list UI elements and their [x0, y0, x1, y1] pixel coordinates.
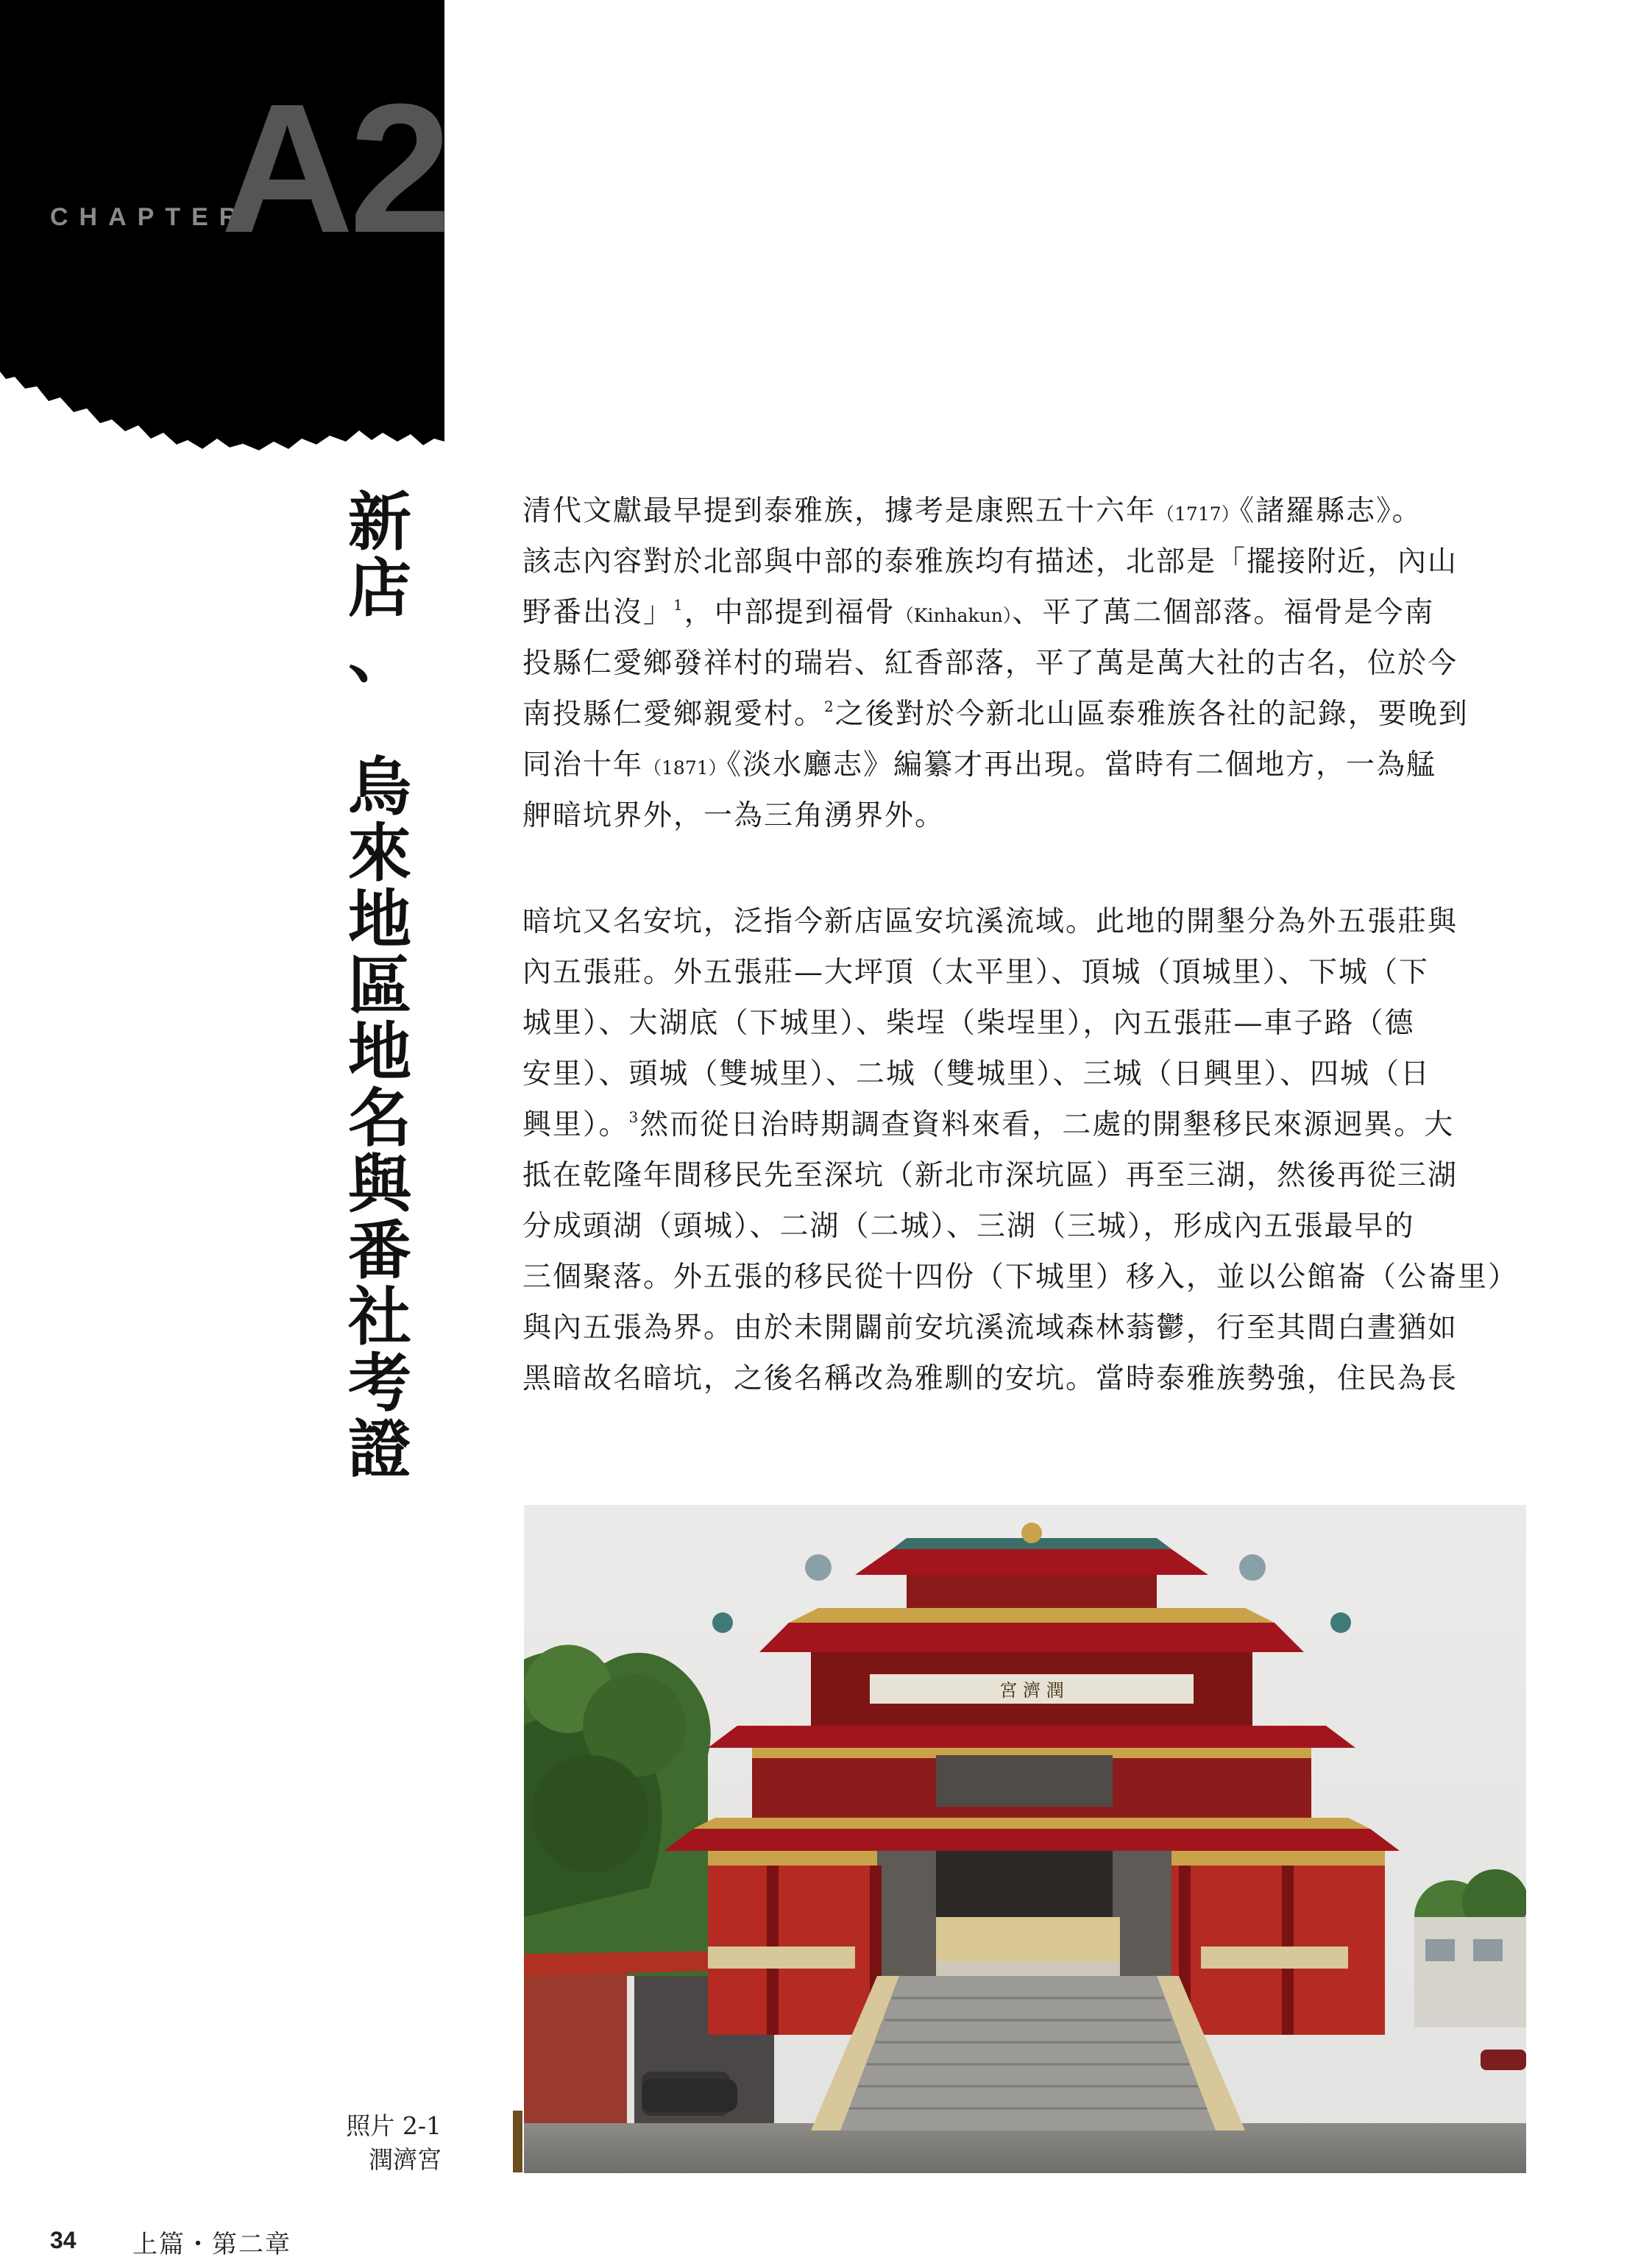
- temple-sign-text: 宮 濟 潤: [999, 1680, 1064, 1701]
- chapter-number: A2: [221, 65, 447, 271]
- photo-caption: [324, 2109, 442, 2177]
- footnote-ref[interactable]: 1: [673, 596, 684, 614]
- title-spacer: [343, 688, 416, 754]
- caption-number: 照片 2-1: [346, 2111, 442, 2140]
- temple-photo: [524, 1505, 1526, 2173]
- title-char: 名: [348, 1081, 411, 1155]
- title-char: 區: [348, 949, 411, 1023]
- body-paragraph-1: [522, 486, 1531, 841]
- text-line: 黑暗故名暗坑，之後名稱改為雅馴的安坑。當時泰雅族勢強，住民為長: [522, 1362, 1458, 1395]
- running-head: 上篇・第二章: [132, 2230, 291, 2259]
- caption-title: 潤濟宮: [369, 2145, 442, 2174]
- title-char: 考: [348, 1346, 411, 1420]
- text-line: 分成頭湖（頭城）、二湖（二城）、三湖（三城），形成內五張最早的: [522, 1210, 1415, 1243]
- text-line: 該志內容對於北部與中部的泰雅族均有描述，北部是「擺接附近，內山: [522, 545, 1458, 578]
- footnote-ref[interactable]: 2: [824, 698, 835, 715]
- text-line: 同治十年（1871）《淡水廳志》編纂才再出現。當時有二個地方，一為艋: [522, 748, 1437, 782]
- title-char: 番: [348, 1214, 411, 1288]
- body-paragraph-2: [522, 896, 1531, 1404]
- text-line: 城里）、大湖底（下城里）、柴埕（柴埕里），內五張莊—車子路（德: [522, 1007, 1415, 1040]
- title-char: 店: [348, 551, 411, 626]
- text-line: 暗坑又名安坑，泛指今新店區安坑溪流域。此地的開墾分為外五張莊與: [522, 905, 1458, 938]
- text-line: 清代文獻最早提到泰雅族，據考是康熙五十六年（1717）《諸羅縣志》。: [522, 495, 1422, 528]
- chapter-title-vertical: [343, 485, 416, 1487]
- title-char: 烏: [348, 750, 411, 824]
- footnote-ref[interactable]: 3: [628, 1108, 640, 1126]
- chapter-label: CHAPTER: [50, 203, 249, 231]
- title-char: 來: [348, 816, 411, 890]
- title-char: 與: [348, 1147, 411, 1222]
- title-char: 地: [348, 1015, 411, 1089]
- text-line: 抵在乾隆年間移民先至深坑（新北市深坑區）再至三湖，然後再從三湖: [522, 1159, 1458, 1192]
- title-char: 、: [348, 617, 411, 692]
- title-char: 地: [348, 882, 411, 957]
- text-line: 投縣仁愛鄉發祥村的瑞岩、紅香部落，平了萬是萬大社的古名，位於今: [522, 647, 1458, 680]
- title-char: 社: [348, 1280, 411, 1354]
- chapter-header-block: [0, 0, 447, 456]
- text-line: 三個聚落。外五張的移民從十四份（下城里）移入，並以公館崙（公崙里）: [522, 1261, 1519, 1294]
- text-line: 南投縣仁愛鄉親愛村。$^2$之後對於今新北山區泰雅族各社的記錄，要晚到: [522, 698, 1469, 731]
- text-line: 興里）。$^3$然而從日治時期調查資料來看，二處的開墾移民來源迥異。大: [522, 1108, 1455, 1141]
- title-char: 證: [348, 1412, 411, 1487]
- text-line: 與內五張為界。由於未開闢前安坑溪流域森林蓊鬱，行至其間白晝猶如: [522, 1311, 1458, 1345]
- page-number: 34: [50, 2227, 77, 2253]
- title-char: 新: [348, 485, 411, 559]
- text-line: 安里）、頭城（雙城里）、二城（雙城里）、三城（日興里）、四城（日: [522, 1058, 1431, 1091]
- text-line: 野番出沒」$^1$，中部提到福骨（Kinhakun）、平了萬二個部落。福骨是今南: [522, 596, 1435, 629]
- text-line: 內五張莊。外五張莊—大坪頂（太平里）、頂城（頂城里）、下城（下: [522, 956, 1430, 989]
- temple-illustration: [524, 1505, 1526, 2173]
- text-line: 舺暗坑界外，一為三角湧界外。: [522, 799, 946, 832]
- caption-marker-bar: [513, 2111, 522, 2172]
